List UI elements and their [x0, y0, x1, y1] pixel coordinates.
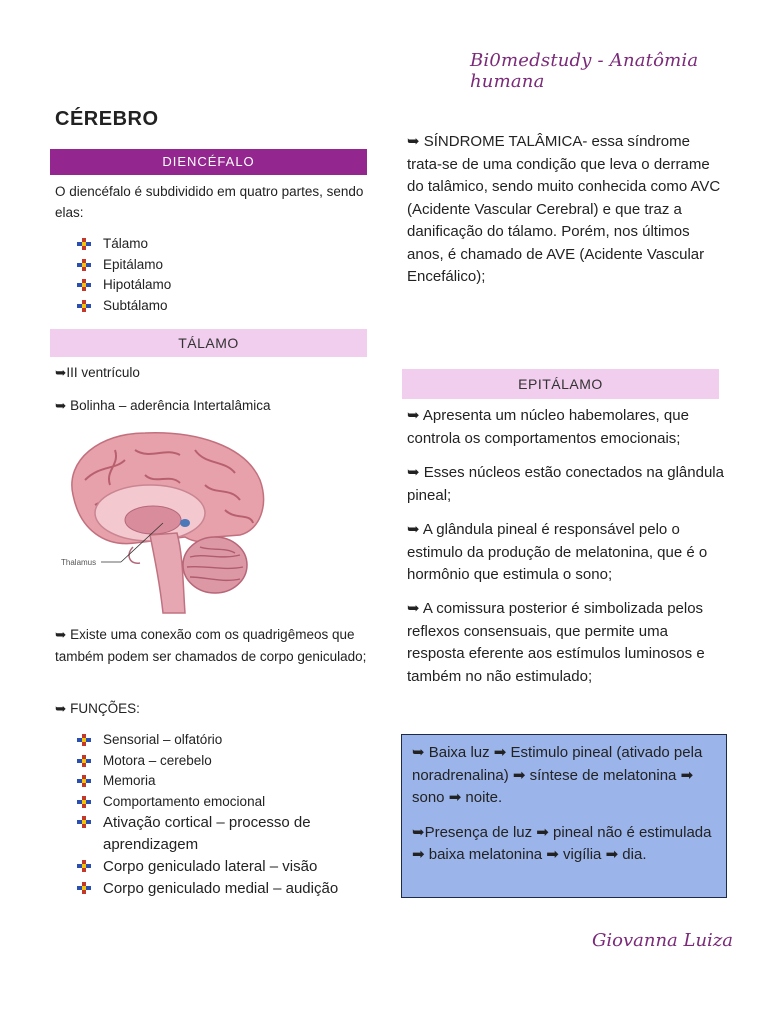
arrow-icon: ➥	[55, 701, 67, 717]
epitalamo-point: ➥ Apresenta um núcleo habemolares, que controla os comportamentos emocionais;	[407, 406, 689, 447]
summary-line-low-light: ➥ Baixa luz ➡ Estimulo pineal (ativado pela noradrenalina) ➡ síntese de melatonina ➡ sono ➡ noite.	[412, 743, 703, 806]
bullet-icon	[77, 238, 91, 250]
epitalamo-point: ➥ A comissura posterior é simbolizada pelos reflexos consensuais, que permite uma resposta eferente aos estímulos luminosos e também no não estimulado;	[407, 599, 705, 685]
bullet-icon	[77, 300, 91, 312]
funcoes-list	[77, 730, 367, 812]
epitalamo-heading: EPITÁLAMO	[402, 369, 719, 399]
bullet-icon	[77, 279, 91, 291]
thalamus-label: Thalamus	[61, 558, 97, 567]
list-item: Ativação cortical – processo de aprendizagem	[77, 812, 367, 856]
bullet-icon	[77, 796, 91, 808]
epitalamo-point: ➥ Esses núcleos estão conectados na glândula pineal;	[407, 463, 724, 504]
list-item: Motora – cerebelo	[77, 751, 367, 772]
talamo-connection-text: ➥ Existe uma conexão com os quadrigêmeos que também podem ser chamados de corpo geniculado;	[55, 627, 367, 664]
summary-line-light: ➥Presença de luz ➡ pineal não é estimulada ➡ baixa melatonina ➡ vigília ➡ dia.	[412, 822, 712, 863]
arrow-icon: ➥	[407, 599, 420, 617]
list-item: Tálamo	[77, 234, 357, 255]
diencefalo-list	[77, 234, 357, 316]
list-item: Comportamento emocional	[77, 792, 367, 813]
arrow-icon: ➥	[407, 406, 420, 424]
bullet-icon	[77, 775, 91, 787]
talamo-heading: TÁLAMO	[50, 329, 367, 357]
list-item: Memoria	[77, 771, 367, 792]
diencefalo-intro: O diencéfalo é subdividido em quatro partes, sendo elas:	[55, 184, 364, 220]
bullet-icon	[77, 259, 91, 271]
list-item: Sensorial – olfatório	[77, 730, 367, 751]
bullet-icon	[77, 860, 91, 872]
diencefalo-heading: DIENCÉFALO	[50, 149, 367, 175]
arrow-icon: ➥	[407, 520, 420, 538]
bullet-icon	[77, 882, 91, 894]
bullet-icon	[77, 816, 91, 828]
bullet-icon	[77, 755, 91, 767]
arrow-icon: ➥	[407, 132, 420, 150]
signature: Giovanna Luiza	[592, 930, 734, 951]
talamo-line-ventriculo: ➥III ventrículo	[55, 365, 140, 381]
arrow-icon: ➥	[55, 627, 67, 643]
bullet-icon	[77, 734, 91, 746]
epitalamo-point: ➥ A glândula pineal é responsável pelo o estimulo da produção de melatonina, que é o hormônio que estimula o sono;	[407, 520, 708, 583]
arrow-icon: ➥	[407, 463, 420, 481]
sindrome-title: SÍNDROME TALÂMICA	[423, 133, 583, 150]
arrow-icon: ➥	[55, 365, 67, 381]
list-item: Corpo geniculado lateral – visão	[77, 856, 367, 878]
brain-illustration	[55, 425, 270, 615]
talamo-line-bolinha: ➥ Bolinha – aderência Intertalâmica	[55, 398, 271, 414]
list-item: Hipotálamo	[77, 275, 357, 296]
funcoes-list-large	[77, 812, 367, 900]
arrow-icon: ➥	[55, 398, 67, 414]
brain-sagittal-image	[55, 425, 270, 615]
list-item: Corpo geniculado medial – audição	[77, 878, 367, 900]
list-item: Epitálamo	[77, 255, 357, 276]
list-item: Subtálamo	[77, 296, 357, 317]
arrow-icon: ➥	[412, 822, 425, 841]
arrow-icon: ➥	[412, 743, 425, 761]
summary-box	[401, 734, 727, 898]
sindrome-text: ➥ SÍNDROME TALÂMICA- essa síndrome trata-se de uma condição que leva o derrame do talâmico, sendo muito conhecida como AVC (Acidente Vascular Cerebral) e que traz a danificação do tálamo. Porém, nos últimos anos, é chamado de AVE (Acidente Vascular Encefálico);	[407, 132, 721, 285]
funcoes-label: ➥ FUNÇÕES:	[55, 701, 140, 717]
page-title: CÉREBRO	[55, 108, 159, 130]
brand-header: Bi0medstudy - Anatômia humana	[470, 50, 699, 92]
